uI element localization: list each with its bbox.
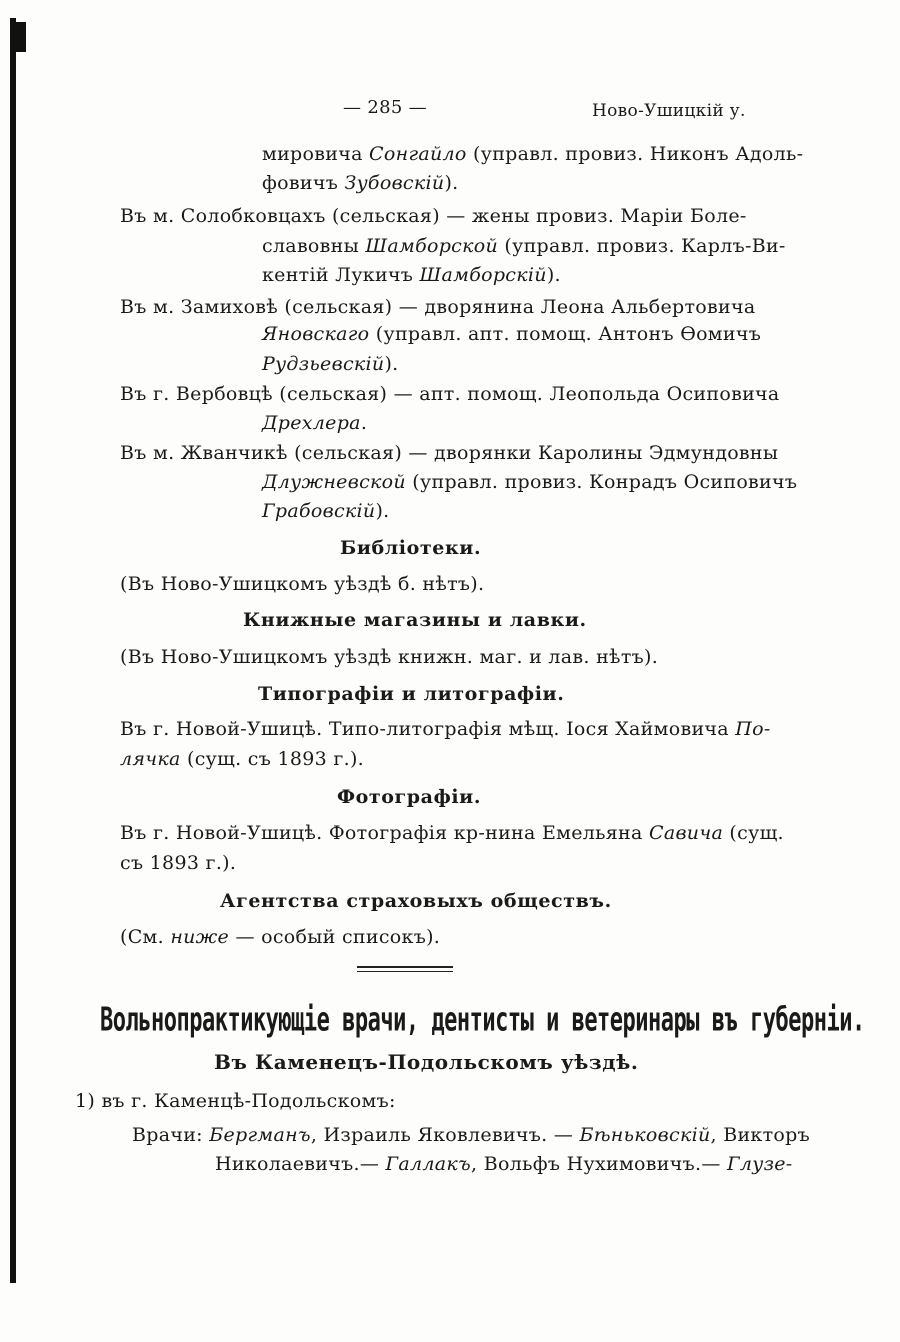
page-binding-edge [10, 18, 16, 1283]
italic-name: Шамборскій [419, 264, 547, 286]
text-run: Въ м. Жванчикѣ (сельская) — дворянки Каролины Эдмундовны [120, 442, 779, 464]
section-heading: Агентства страховыхъ обществъ. [220, 890, 612, 912]
text-run: кентій Лукичъ [262, 264, 420, 286]
italic-name: ниже [170, 926, 230, 948]
text-run: Николаевичъ.— [215, 1153, 386, 1175]
text-run: Въ г. Вербовцѣ (сельская) — апт. помощ. Леопольда Осиповича [120, 383, 780, 405]
text-run: ). [375, 500, 390, 522]
text-run: (управл. провиз. Конрадъ Осиповичъ [405, 471, 798, 493]
italic-name: Длужневской [262, 471, 406, 493]
italic-name: Бергманъ [209, 1124, 311, 1146]
text-run: , Израиль Яковлевичъ. — [310, 1124, 580, 1146]
entry-line [120, 442, 778, 464]
text-run: — особый списокъ). [229, 926, 441, 948]
section-heading: Фотографіи. [337, 786, 482, 808]
entry-line [262, 235, 786, 257]
text-run: ). [444, 172, 459, 194]
entry-line [262, 500, 390, 522]
text-run: Врачи: [132, 1124, 210, 1146]
entry-line [120, 383, 780, 405]
text-run: фовичъ [262, 172, 345, 194]
text-run: (управл. апт. помощ. Антонъ Ѳомичъ [369, 323, 762, 345]
separator-rule [357, 971, 453, 972]
text-run: ). [384, 353, 399, 375]
text-run: (См. [120, 926, 171, 948]
separator-rule [357, 966, 453, 968]
entry-line [262, 412, 367, 434]
text-run: Въ м. Солобковцахъ (сельская) — жены провиз. Маріи Боле- [120, 205, 747, 227]
italic-name: Шамборской [365, 235, 499, 257]
text-run: (управл. провиз. Никонъ Адоль- [466, 143, 804, 165]
doctors-line [132, 1124, 810, 1146]
text-run: (сущ. [723, 822, 784, 844]
italic-name: Сонгайло [369, 143, 467, 165]
text-run: съ 1893 г.). [120, 852, 237, 874]
text-run: . [360, 412, 368, 434]
section-text [120, 852, 236, 874]
italic-name: лячка [120, 748, 181, 770]
italic-name: Грабовскій [262, 500, 376, 522]
section-text [120, 822, 784, 844]
text-run: (сущ. съ 1893 г.). [180, 748, 364, 770]
text-run: (управл. провиз. Карлъ-Ви- [498, 235, 786, 257]
section-text [120, 718, 771, 740]
entry-line [262, 323, 761, 345]
entry-line [120, 205, 747, 227]
section-heading: Книжные магазины и лавки. [243, 609, 587, 631]
section-text: (Въ Ново-Ушицкомъ уѣздѣ б. нѣтъ). [120, 573, 485, 595]
page-number: — 285 — [343, 97, 427, 118]
italic-name: Галлакъ [385, 1153, 472, 1175]
italic-name: Зубовскій [344, 172, 445, 194]
running-title: Ново-Ушицкій у. [592, 101, 746, 121]
text-run: Въ г. Новой-Ушицѣ. Типо-литографія мѣщ. Іося Хаймовича [120, 718, 736, 740]
italic-name: По- [735, 718, 771, 740]
italic-name: Яновскаго [262, 323, 370, 345]
entry-line [262, 143, 803, 165]
text-run: , Вольфъ Нухимовичъ.— [471, 1153, 727, 1175]
italic-name: Бѣньковскій [579, 1124, 711, 1146]
text-run: мировича [262, 143, 370, 165]
section-text [120, 748, 364, 770]
section-text [120, 926, 440, 948]
entry-line [262, 172, 459, 194]
text-run: Въ м. Замиховѣ (сельская) — дворянина Леона Альбертовича [120, 296, 756, 318]
italic-name: Дрехлера [262, 412, 361, 434]
section-heading: Библіотеки. [340, 537, 482, 559]
district-heading: Въ Каменецъ-Подольскомъ уѣздѣ. [214, 1050, 639, 1074]
main-title: Вольнопрактикующіе врачи, дентисты и ветеринары въ губерніи. [100, 1002, 865, 1040]
section-heading: Типографіи и литографіи. [258, 683, 565, 705]
text-run: Въ г. Новой-Ушицѣ. Фотографія кр-нина Емельяна [120, 822, 649, 844]
entry-line [262, 353, 399, 375]
italic-name: Савича [648, 822, 724, 844]
entry-line [262, 471, 797, 493]
page-binding-mark [16, 22, 26, 52]
doctors-line [215, 1153, 793, 1175]
entry-line [120, 296, 756, 318]
italic-name: Рудзьевскій [262, 353, 385, 375]
location-line: 1) въ г. Каменцѣ-Подольскомъ: [75, 1090, 396, 1112]
text-run: ). [546, 264, 561, 286]
section-text: (Въ Ново-Ушицкомъ уѣздѣ книжн. маг. и лав. нѣтъ). [120, 646, 659, 668]
italic-name: Глузе- [726, 1153, 793, 1175]
entry-line [262, 264, 561, 286]
text-run: славовны [262, 235, 366, 257]
text-run: , Викторъ [710, 1124, 810, 1146]
